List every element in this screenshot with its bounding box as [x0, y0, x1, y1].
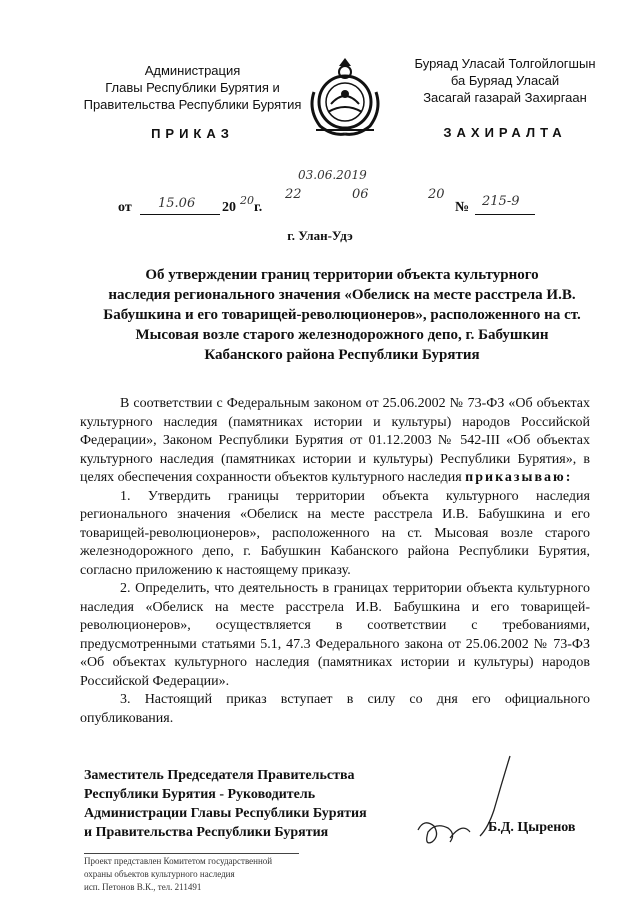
handwritten-date: 15.06 — [158, 196, 196, 211]
footer-line: исп. Петонов В.К., тел. 211491 — [84, 882, 202, 892]
footer-note — [84, 855, 272, 894]
position-line: Заместитель Председателя Правительства — [84, 768, 355, 783]
handwritten-year: 20 — [428, 187, 445, 202]
order-title-ru: ПРИКАЗ — [151, 126, 234, 141]
position-line: Администрации Главы Республики Бурятия — [84, 806, 367, 821]
issuer-right-line: Буряад Уласай Толгойлогшын — [414, 56, 596, 71]
year-prefix: 20 — [222, 200, 236, 215]
body-paragraph — [80, 395, 590, 488]
signatory-name: Б.Д. Цыренов — [488, 820, 576, 835]
handwritten-number: 215-9 — [482, 194, 520, 209]
order-word: приказываю: — [465, 470, 573, 485]
issuer-left — [70, 62, 315, 142]
title-line: Бабушкина и его товарищей-революционеров», расположенного на ст. — [103, 307, 581, 323]
body-paragraph: 2. Определить, что деятельность в границах территории объекта культурного наследия «Обелиск на месте расстрела И.В. Бабушкина и его товарищей-революционеров», осуществляется в соответствии с требованиями, предусмотренными статьями 5.1, 47.3 Федерального закона от 25.06.2002 № 73-ФЗ «Об объектах культурного наследия (памятниках истории и культуры) народов Российской Федерации». — [80, 581, 590, 689]
coat-of-arms-emblem — [306, 52, 384, 138]
document-title — [72, 265, 612, 365]
date-from-label: от — [118, 200, 132, 215]
footer-line: охраны объектов культурного наследия — [84, 869, 235, 879]
year-suffix: г. — [254, 200, 263, 215]
order-title-bur: ЗАХИРАЛТА — [443, 125, 567, 140]
issuer-right-line: ба Буряад Уласай — [450, 73, 560, 88]
issuer-right-line: Засагай газарай Захиргаан — [423, 90, 587, 105]
title-line: Кабанского района Республики Бурятия — [204, 347, 480, 363]
body-paragraph: 3. Настоящий приказ вступает в силу со дня его официального опубликования. — [80, 692, 590, 726]
number-line — [475, 214, 535, 215]
handwritten-signature — [410, 752, 520, 852]
body-paragraph: 1. Утвердить границы территории объекта культурного наследия регионального значения «Обелиск на месте расстрела И.В. Бабушкина и его товарищей-революционеров», расположенного на ст. Мысовая возле старого железнодорожного депо, г. Бабушкин Кабанского района Республики Бурятия, согласно приложению к настоящему приказу. — [80, 488, 590, 578]
handwritten-month: 06 — [352, 187, 369, 202]
number-label: № — [455, 200, 470, 215]
title-line: Об утверждении границ территории объекта культурного — [145, 267, 539, 283]
signatory-position — [84, 766, 367, 842]
position-line: и Правительства Республики Бурятия — [84, 825, 329, 840]
issuer-left-line: Главы Республики Бурятия и — [105, 80, 280, 95]
document-body — [80, 395, 590, 728]
handwritten-day: 22 — [285, 187, 302, 202]
position-line: Республики Бурятия - Руководитель — [84, 787, 316, 802]
issuer-left-line: Правительства Республики Бурятия — [83, 97, 302, 112]
footer-divider — [84, 853, 299, 854]
issuer-right — [395, 55, 615, 141]
paragraph-text: В соответствии с Федеральным законом от 25.06.2002 № 73-ФЗ «Об объектах культурного наследия (памятниках истории и культуры) народов Российской Федерации», Законом Республики Бурятия от 01.12.2003 № 542-III «Об объектах культурного наследия (памятниках истории и культуры) Республики Бурятия», в целях обеспечения сохранности объектов культурного наследия — [80, 396, 590, 485]
date-line — [140, 214, 220, 215]
title-line: Мысовая возле старого железнодорожного депо, г. Бабушкин — [135, 327, 549, 343]
handwritten-date-top: 03.06.2019 — [298, 168, 367, 182]
handwritten-year-2: 20 — [240, 194, 254, 207]
city: г. Улан-Удэ — [287, 228, 353, 243]
footer-line: Проект представлен Комитетом государственной — [84, 856, 273, 866]
title-line: наследия регионального значения «Обелиск на месте расстрела И.В. — [108, 287, 576, 303]
issuer-left-line: Администрация — [144, 63, 241, 78]
